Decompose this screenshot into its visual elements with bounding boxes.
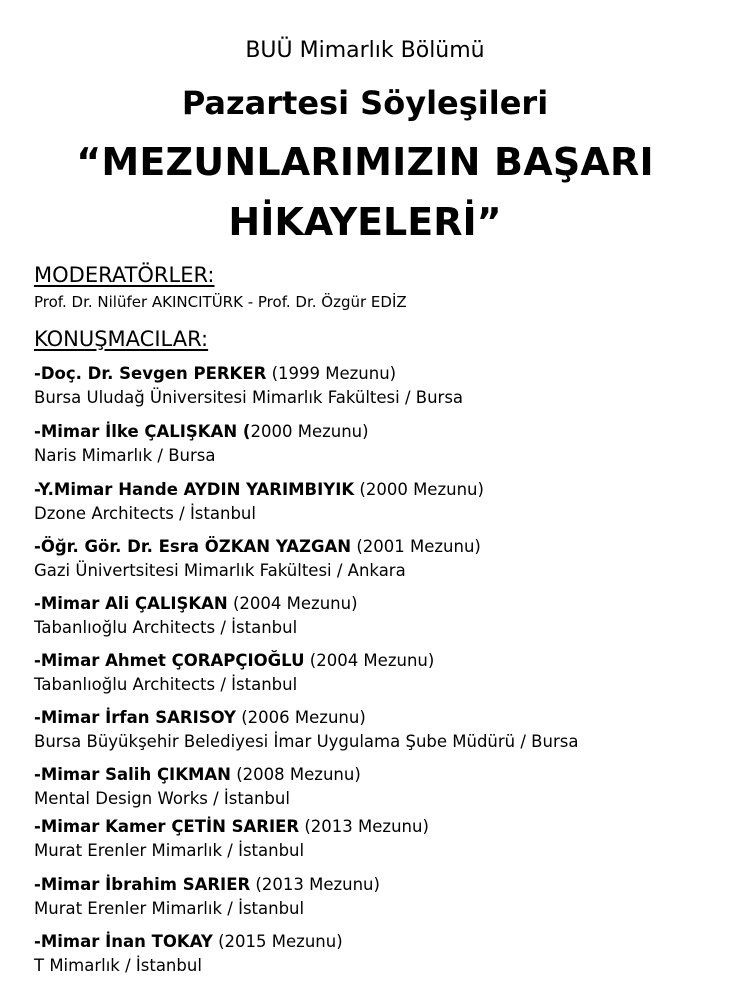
speakers-heading: KONUŞMACILAR: xyxy=(34,327,209,351)
speaker-entry xyxy=(34,420,369,468)
speaker-entry xyxy=(34,930,343,978)
graduation-year: (2004 Mezunu) xyxy=(227,594,358,613)
graduation-year: (2008 Mezunu) xyxy=(231,765,361,784)
event-title-line-2: HİKAYELERİ” xyxy=(228,200,502,244)
speaker-affiliation: Naris Mimarlık / Bursa xyxy=(34,446,216,465)
speaker-entry xyxy=(34,478,484,526)
moderators-names: Prof. Dr. Nilüfer AKINCITÜRK - Prof. Dr. Özgür EDİZ xyxy=(34,293,407,311)
speaker-name: -Mimar İrfan SARISOY xyxy=(34,708,236,727)
speaker-name: -Y.Mimar Hande AYDIN YARIMBIYIK xyxy=(34,480,355,499)
speaker-affiliation: Mental Design Works / İstanbul xyxy=(34,789,290,808)
speaker-entry xyxy=(34,873,380,921)
moderators-heading: MODERATÖRLER: xyxy=(34,263,215,287)
graduation-year: (2013 Mezunu) xyxy=(299,817,429,836)
speaker-affiliation: Tabanlıoğlu Architects / İstanbul xyxy=(34,675,298,694)
event-title-line-1: “MEZUNLARIMIZIN BAŞARI xyxy=(76,140,654,184)
graduation-year: (2004 Mezunu) xyxy=(304,651,435,670)
department-name: BUÜ Mimarlık Bölümü xyxy=(245,38,485,63)
graduation-year: (2013 Mezunu) xyxy=(250,875,380,894)
speaker-affiliation: Dzone Architects / İstanbul xyxy=(34,504,256,523)
speaker-name: -Mimar İnan TOKAY xyxy=(34,932,213,951)
speaker-entry xyxy=(34,535,481,583)
speaker-name: -Mimar Kamer ÇETİN SARIER xyxy=(34,817,300,836)
speaker-name: -Mimar Ahmet ÇORAPÇIOĞLU xyxy=(34,651,305,670)
speaker-name: -Mimar İlke ÇALIŞKAN ( xyxy=(34,422,251,441)
speaker-entry xyxy=(34,706,578,754)
speaker-name: -Mimar Salih ÇIKMAN xyxy=(34,765,231,784)
graduation-year: 2000 Mezunu) xyxy=(250,422,369,441)
speaker-name: -Öğr. Gör. Dr. Esra ÖZKAN YAZGAN xyxy=(34,537,352,556)
speaker-entry xyxy=(34,649,434,697)
speaker-entry xyxy=(34,763,361,811)
graduation-year: (2015 Mezunu) xyxy=(212,932,343,951)
speaker-affiliation: Bursa Uludağ Üniversitesi Mimarlık Fakültesi / Bursa xyxy=(34,388,464,407)
speaker-affiliation: Murat Erenler Mimarlık / İstanbul xyxy=(34,841,305,860)
graduation-year: (2006 Mezunu) xyxy=(235,708,366,727)
series-title: Pazartesi Söyleşileri xyxy=(181,84,549,122)
speaker-affiliation: Murat Erenler Mimarlık / İstanbul xyxy=(34,899,305,918)
speaker-entry xyxy=(34,362,463,410)
speaker-name: -Doç. Dr. Sevgen PERKER xyxy=(34,364,267,383)
speaker-affiliation: T Mimarlık / İstanbul xyxy=(34,956,202,975)
speaker-affiliation: Tabanlıoğlu Architects / İstanbul xyxy=(34,618,298,637)
speaker-name: -Mimar İbrahim SARIER xyxy=(34,875,251,894)
speaker-affiliation: Gazi Ünivertsitesi Mimarlık Fakültesi / Ankara xyxy=(34,561,406,580)
speaker-affiliation: Bursa Büyükşehir Belediyesi İmar Uygulama Şube Müdürü / Bursa xyxy=(34,732,579,751)
graduation-year: (1999 Mezunu) xyxy=(266,364,397,383)
speaker-entry xyxy=(34,592,358,640)
speaker-entry xyxy=(34,815,429,863)
graduation-year: (2000 Mezunu) xyxy=(354,480,484,499)
speaker-name: -Mimar Ali ÇALIŞKAN xyxy=(34,594,228,613)
graduation-year: (2001 Mezunu) xyxy=(351,537,481,556)
